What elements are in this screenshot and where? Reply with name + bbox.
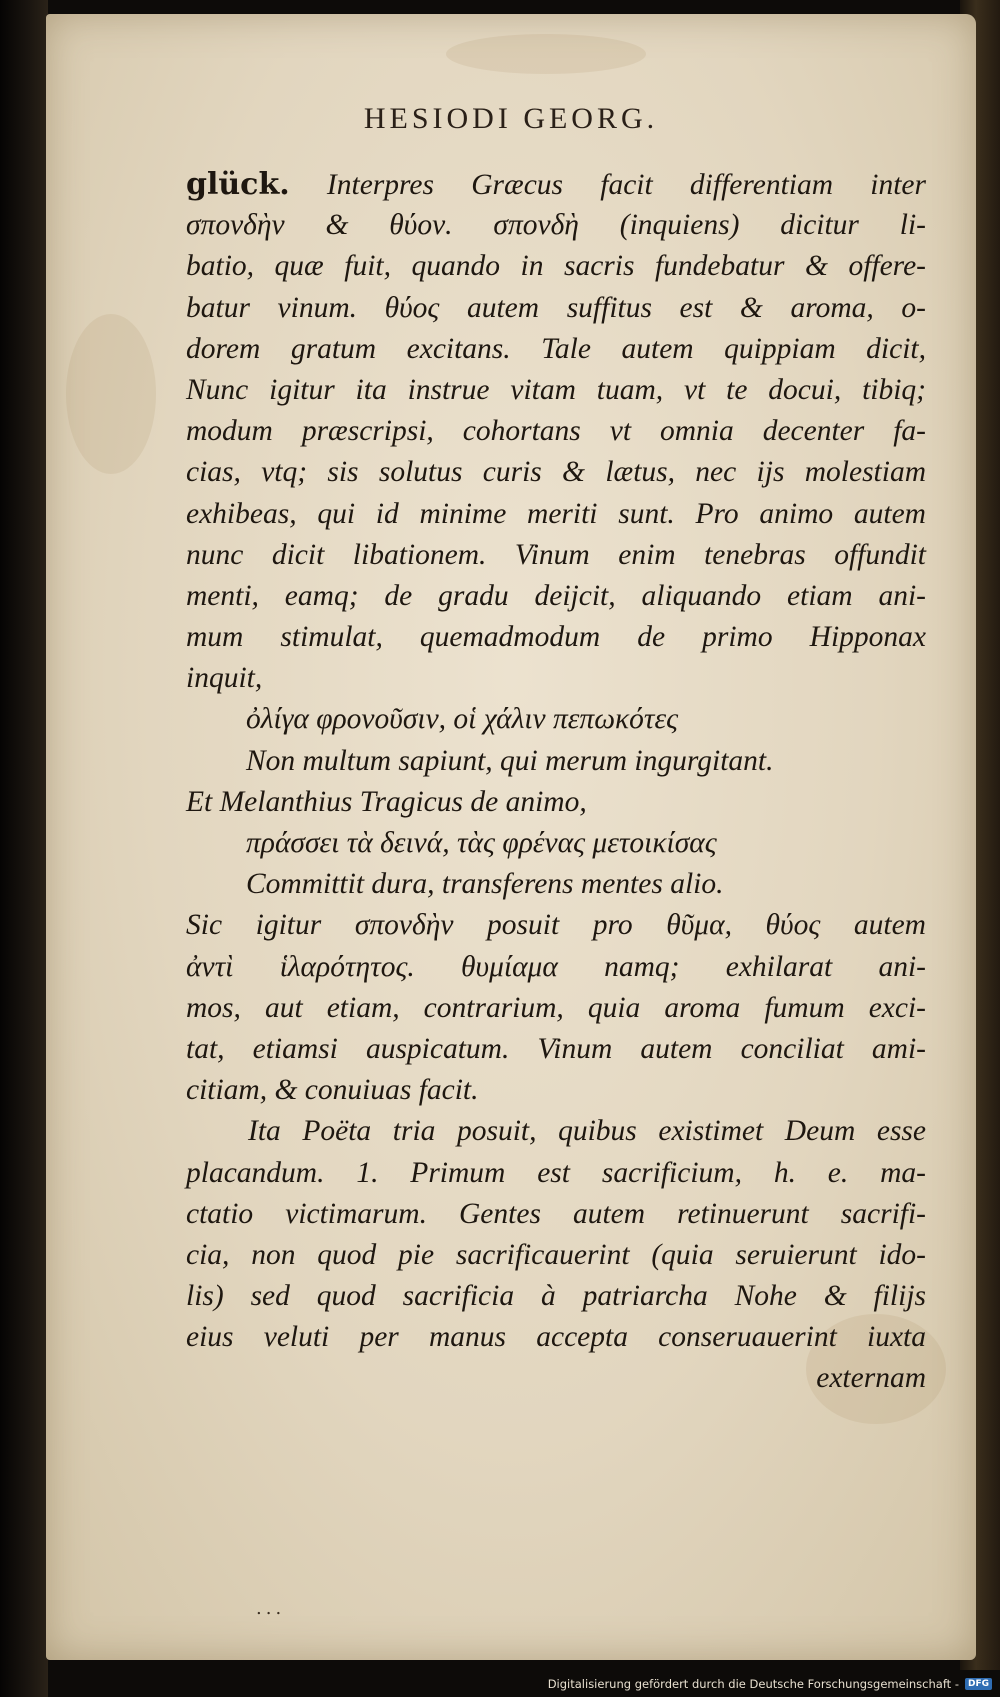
text-line: mum stimulat, quemadmodum de primo Hipponax [186,621,926,654]
greek-verse: πράσσει τὰ δεινά, τὰς φρένας μετοικίσας [246,827,717,859]
text-line: mos, aut etiam, contrarium, quia aroma fumum exci- [186,991,926,1024]
text-line: nunc dicit libationem. Vinum enim tenebras offundit [186,538,926,571]
scan-border-left [0,0,48,1697]
text-body [186,164,926,1400]
text-line: Et Melanthius Tragicus de animo, [186,785,587,818]
text-line: tat, etiamsi auspicatum. Vinum autem conciliat ami- [186,1032,926,1065]
dfg-logo: DFG [965,1678,992,1690]
text-line: inquit, [186,662,263,695]
verse-translation: Non multum sapiunt, qui merum ingurgitant. [246,744,774,777]
greek-verse: ὀλίγα φρονοῦσιν, οἱ χάλιν πεπωκότες [246,703,679,736]
text-line: citiam, & conuiuas facit. [186,1074,479,1107]
text-line: dorem gratum excitans. Tale autem quippiam dicit, [186,332,926,365]
catchword-blackletter: glück. [186,167,290,202]
text-line: Nunc igitur ita instrue vitam tuam, vt te docui, tibiq; [186,373,926,406]
text-line: placandum. 1. Primum est sacrificium, h. e. ma- [186,1156,926,1189]
text-line: cia, non quod pie sacrificauerint (quia seruierunt ido- [186,1238,926,1271]
paper-stain [446,34,646,74]
text-line: ἀντὶ ἱλαρότητος. θυμίαμα namq; exhilarat ani- [186,950,926,983]
paragraph-start: Ita Poëta tria posuit, quibus existimet Deum esse [248,1115,926,1148]
text-line: exhibeas, qui id minime meriti sunt. Pro animo autem [186,497,926,530]
text-line: glück. Interpres Græcus facit differentiam inter [186,167,926,202]
text-line: batio, quæ fuit, quando in sacris fundebatur & offere- [186,250,926,283]
paper-stain [66,314,156,474]
text-line: cias, vtq; sis solutus curis & lætus, nec ijs molestiam [186,456,926,489]
text-line: menti, eamq; de gradu deijcit, aliquando etiam ani- [186,579,926,612]
text-line: eius veluti per manus accepta conseruauerint iuxta [186,1321,926,1354]
text-line: lis) sed quod sacrificia à patriarcha Nohe & filijs [186,1280,926,1313]
verse-translation: Committit dura, transferens mentes alio. [246,868,724,901]
running-head: HESIODI GEORG. [363,102,659,135]
text-line: modum præscripsi, cohortans vt omnia decenter fa- [186,415,926,448]
credit-text: Digitalisierung gefördert durch die Deutsche Forschungsgemeinschaft - [547,1677,959,1691]
catchword: externam [816,1362,926,1395]
text-line: ctatio victimarum. Gentes autem retinuerunt sacrifi- [186,1197,926,1230]
text-line: batur vinum. θύος autem suffitus est & aroma, o- [186,291,926,324]
digitization-credit [548,1673,992,1695]
text-line: Sic igitur σπονδὴν posuit pro θῦμα, θύος autem [186,909,926,942]
signature-mark: ... [256,1598,286,1619]
book-page [46,14,976,1660]
text-line: σπονδὴν & θύον. σπονδὴ (inquiens) dicitur li- [186,209,926,242]
